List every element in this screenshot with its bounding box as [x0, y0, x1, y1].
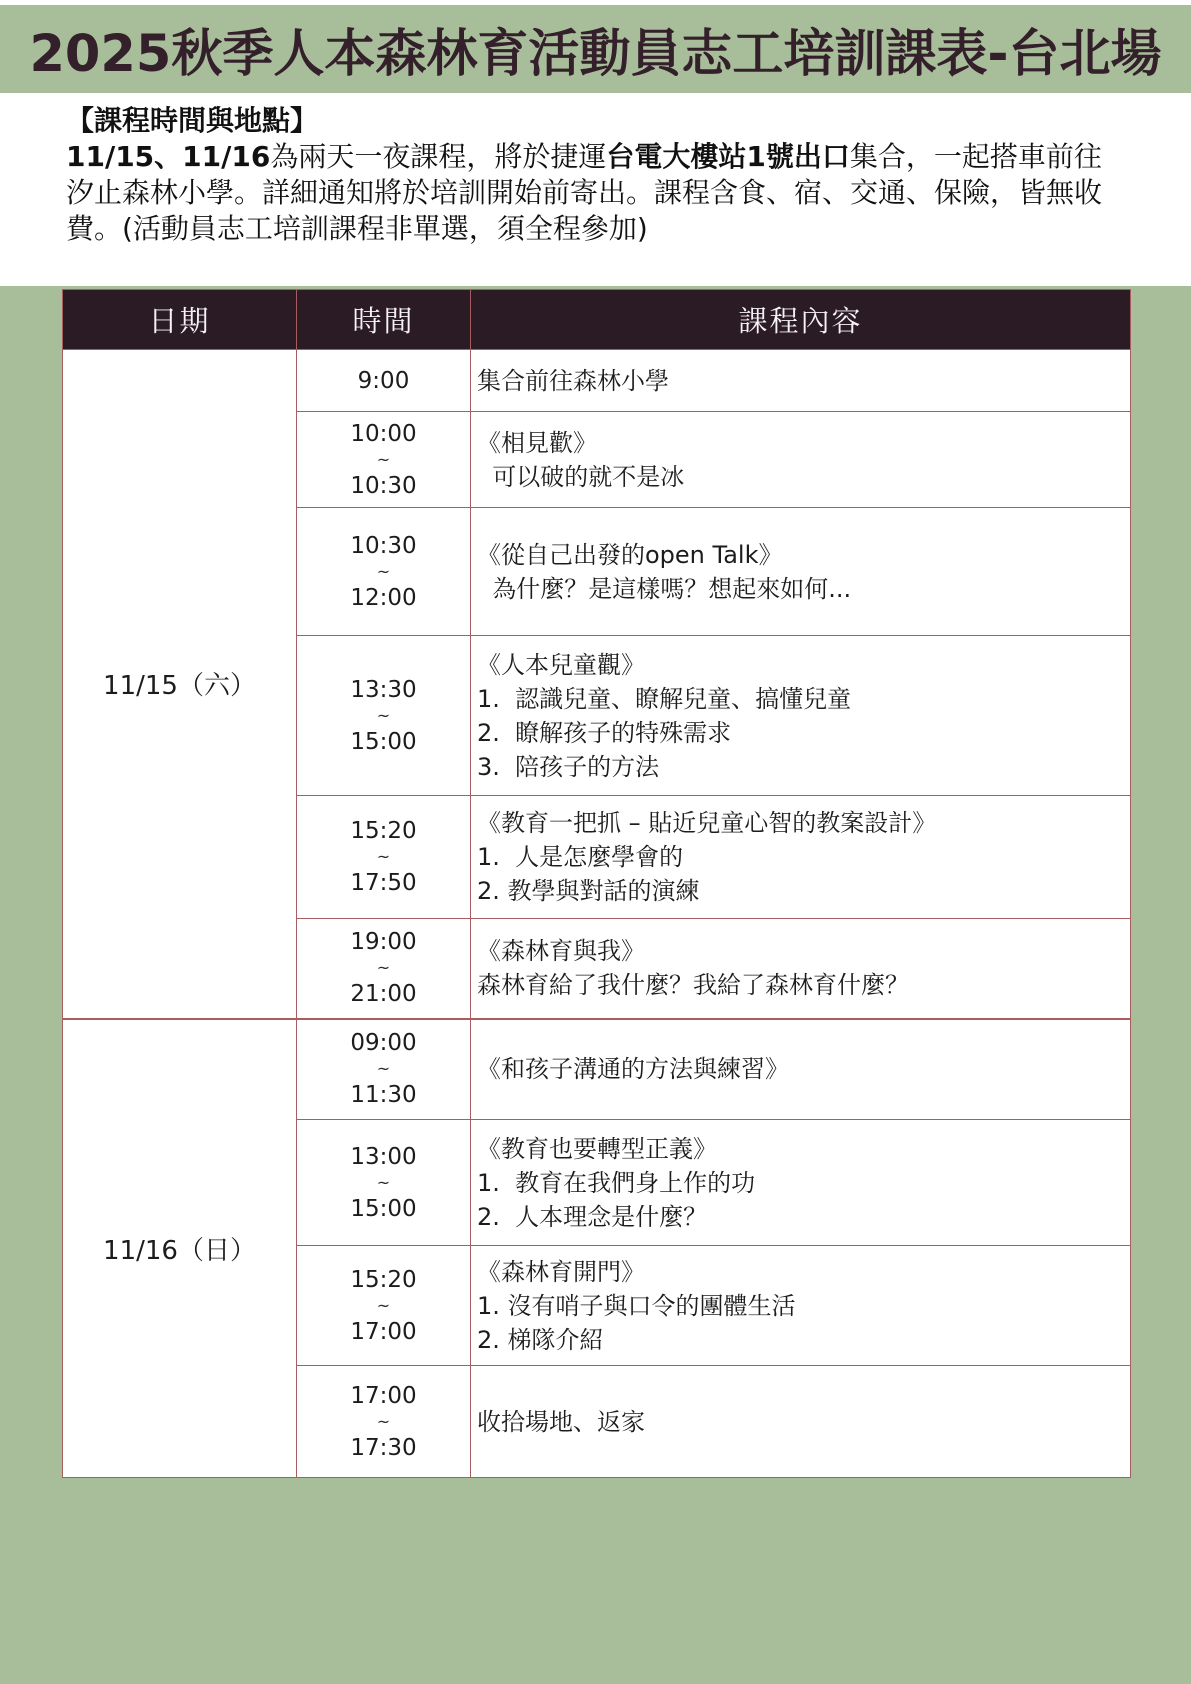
time-cell	[297, 1246, 471, 1366]
date-cell: 11/16（日）	[63, 1019, 297, 1478]
content-line: 可以破的就不是冰	[477, 462, 685, 491]
content-line: 《和孩子溝通的方法與練習》	[477, 1055, 789, 1084]
page-title: 2025秋季人本森林育活動員志工培訓課表-台北場	[29, 25, 1162, 84]
content-cell	[471, 1019, 1131, 1120]
intro-segment-bold: 台電大樓站1號出口	[606, 140, 850, 173]
time-cell	[297, 508, 471, 636]
content-line: 森林育給了我什麼？我給了森林育什麼？	[477, 971, 909, 1000]
content-line: 收拾場地、返家	[477, 1407, 645, 1436]
content-cell	[471, 350, 1131, 412]
content-line: 集合前往森林小學	[477, 366, 669, 395]
intro-segment-bold: 11/15、11/16	[66, 140, 271, 173]
content-line: 2. 梯隊介紹	[477, 1325, 604, 1354]
content-cell	[471, 1366, 1131, 1478]
content-line: 《森林育開門》	[477, 1257, 645, 1286]
intro-segment: 集合，一起搭車前往汐止森林小學。詳細通知將於培訓開始前寄出。課程含食、宿、交通、保險，皆無收費。(活動員志工培訓課程非單選，須全程參加)	[66, 140, 1103, 245]
time-line: 12:00	[350, 584, 417, 611]
title-banner	[0, 5, 1191, 93]
time-cell	[297, 1366, 471, 1478]
day-section	[63, 1019, 1131, 1478]
time-line: 21:00	[350, 981, 417, 1008]
content-cell	[471, 412, 1131, 508]
content-cell	[471, 508, 1131, 636]
header-row	[63, 290, 1131, 350]
content-line: 《教育也要轉型正義》	[477, 1134, 717, 1163]
intro-heading: 【課程時間與地點】	[66, 104, 319, 137]
time-line: 17:00	[350, 1318, 417, 1345]
column-header: 日期	[63, 290, 297, 350]
time-cell	[297, 636, 471, 796]
time-line: 11:30	[350, 1082, 417, 1109]
content-line: 為什麼？是這樣嗎？想起來如何...	[477, 574, 852, 603]
date-cell: 11/15（六）	[63, 350, 297, 1019]
content-line: 《教育一把抓 – 貼近兒童心智的教案設計》	[477, 809, 937, 837]
time-line: 17:30	[350, 1434, 417, 1461]
time-line: 10:30	[350, 532, 417, 559]
schedule-table-head	[63, 290, 1131, 350]
time-line: ~	[376, 561, 391, 581]
time-line: 17:00	[350, 1382, 417, 1409]
content-line: 《人本兒童觀》	[477, 650, 645, 679]
time-cell	[297, 796, 471, 919]
intro-section	[66, 103, 1128, 247]
content-line: 1. 教育在我們身上作的功	[477, 1168, 756, 1197]
content-cell	[471, 796, 1131, 919]
time-line: ~	[376, 449, 391, 469]
table-row	[63, 350, 1131, 412]
content-line: 2. 教學與對話的演練	[477, 877, 700, 905]
time-line: ~	[376, 1295, 391, 1315]
content-line: 2. 人本理念是什麼？	[477, 1202, 708, 1231]
time-cell	[297, 350, 471, 412]
time-line: 9:00	[357, 367, 410, 394]
time-cell	[297, 1019, 471, 1120]
time-cell	[297, 412, 471, 508]
content-cell	[471, 919, 1131, 1019]
content-line: 1. 沒有哨子與口令的團體生活	[477, 1291, 796, 1320]
time-line: 15:00	[350, 1195, 417, 1222]
intro-segment: 為兩天一夜課程，將於捷運	[270, 140, 607, 173]
time-line: 10:00	[350, 420, 417, 447]
time-line: 17:50	[350, 870, 417, 896]
time-line: 15:20	[350, 818, 417, 844]
column-header: 時間	[297, 290, 471, 350]
time-line: ~	[376, 705, 391, 725]
content-cell	[471, 1120, 1131, 1246]
schedule-table	[62, 289, 1131, 1478]
time-line: 09:00	[350, 1030, 417, 1057]
time-line: ~	[376, 847, 391, 866]
time-cell	[297, 1120, 471, 1246]
time-line: ~	[376, 1411, 391, 1431]
content-cell	[471, 1246, 1131, 1366]
time-line: 13:00	[350, 1143, 417, 1170]
content-line: 《相見歡》	[477, 428, 597, 457]
content-line: 3. 陪孩子的方法	[477, 752, 660, 781]
time-line: 10:30	[350, 472, 417, 499]
day-section	[63, 350, 1131, 1019]
content-line: 《森林育與我》	[477, 937, 645, 966]
time-line: 13:30	[350, 676, 417, 703]
intro-paragraph	[66, 139, 1128, 247]
time-line: 19:00	[350, 929, 417, 956]
column-header: 課程內容	[471, 290, 1131, 350]
time-cell	[297, 919, 471, 1019]
time-line: ~	[376, 1172, 391, 1192]
time-line: ~	[376, 1059, 391, 1079]
time-line: ~	[376, 958, 391, 978]
content-line: 2. 瞭解孩子的特殊需求	[477, 718, 732, 747]
content-line: 1. 人是怎麼學會的	[477, 843, 684, 871]
time-line: 15:00	[350, 728, 417, 755]
table-row	[63, 1019, 1131, 1120]
time-line: 15:20	[350, 1266, 417, 1293]
content-line: 1. 認識兒童、瞭解兒童、搞懂兒童	[477, 684, 852, 713]
content-cell	[471, 636, 1131, 796]
content-line: 《從自己出發的open Talk》	[477, 540, 783, 569]
